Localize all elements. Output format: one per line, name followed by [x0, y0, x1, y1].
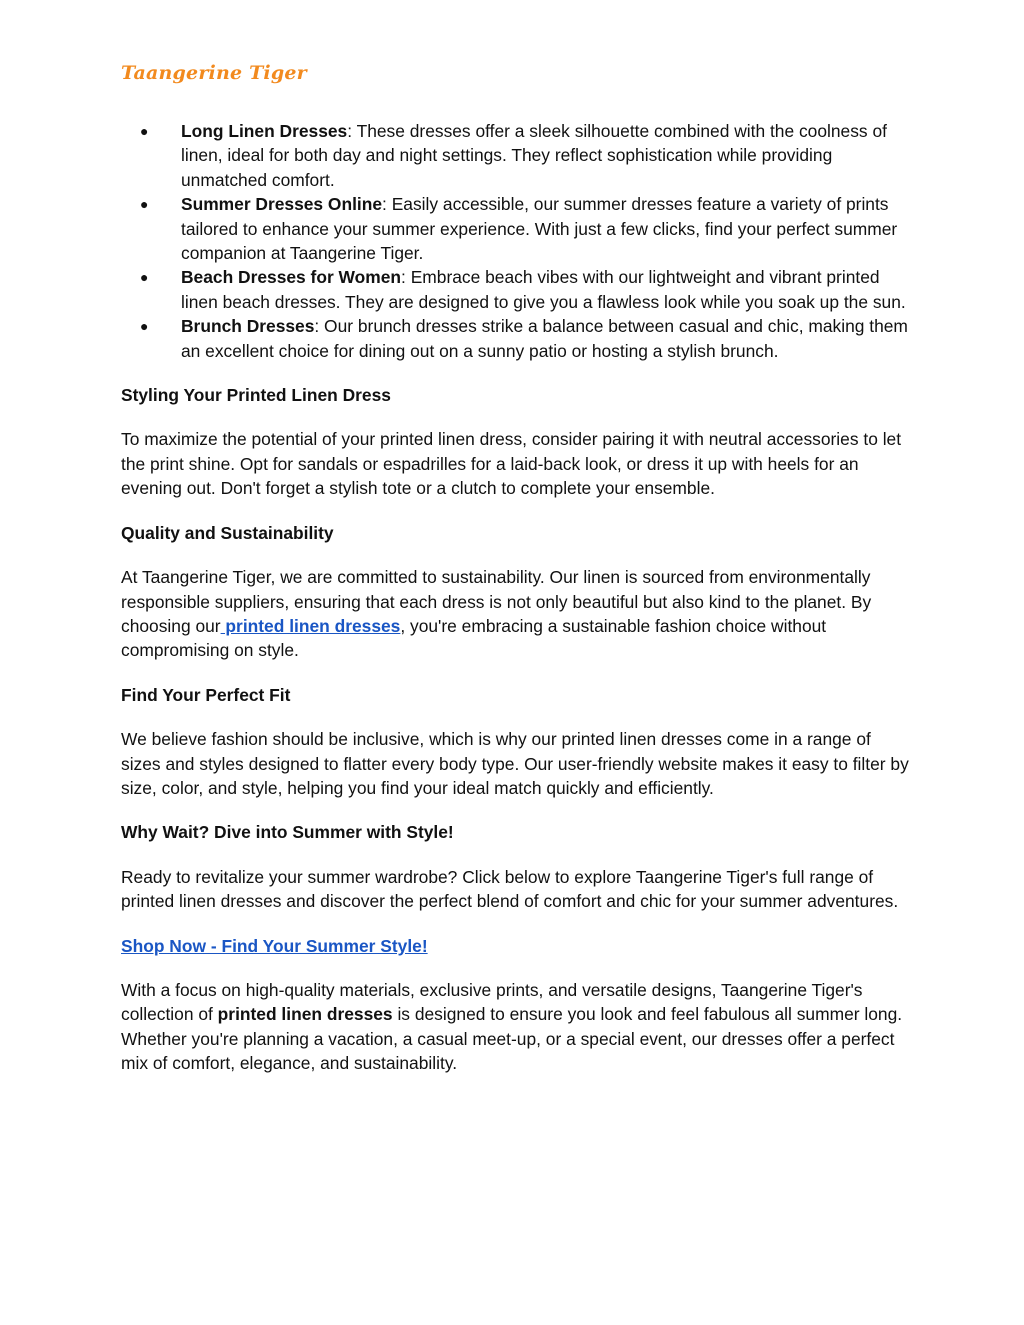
- list-item: [121, 314, 911, 363]
- fit-paragraph: We believe fashion should be inclusive, which is why our printed linen dresses come in a range of sizes and styles designed to flatter every body type. Our user-friendly website makes it easy to filter by size, color, and style, helping you find your ideal match quickly and efficiently.: [121, 729, 909, 798]
- closing-paragraph: [121, 978, 911, 1076]
- shop-now-link[interactable]: Shop Now - Find Your Summer Style!: [121, 935, 428, 956]
- closing-text-before: With a focus on high-quality materials, exclusive prints, and versatile designs, Taangerine Tiger's collection of: [121, 979, 863, 1025]
- list-item-text: : These dresses offer a sleek silhouette combined with the coolness of linen, ideal for both day and night settings. They reflect sophistication while providing unmatched comfort.: [181, 121, 887, 190]
- list-item-text: : Easily accessible, our summer dresses feature a variety of prints tailored to enhance your summer experience. With just a few clicks, find your perfect summer companion at Taangerine Tiger.: [181, 194, 898, 264]
- dress-types-list: [121, 119, 911, 363]
- list-item: [121, 119, 911, 192]
- why-wait-paragraph: Ready to revitalize your summer wardrobe? Click below to explore Taangerine Tiger's full range of printed linen dresses and discover the perfect blend of comfort and chic for your summer adventures.: [121, 866, 899, 912]
- bullet-icon: ●: [140, 269, 149, 286]
- list-item: [121, 192, 911, 265]
- printed-linen-dresses-link[interactable]: printed linen dresses: [220, 615, 401, 636]
- fit-heading: Find Your Perfect Fit: [121, 684, 291, 705]
- list-item-text: : Our brunch dresses strike a balance between casual and chic, making them an excellent choice for dining out on a sunny patio or hosting a stylish brunch.: [181, 316, 908, 361]
- quality-heading: Quality and Sustainability: [121, 522, 334, 543]
- list-item-term: Long Linen Dresses: [181, 121, 348, 141]
- list-item-term: Brunch Dresses: [181, 316, 315, 337]
- quality-text-after: , you're embracing a sustainable fashion choice without compromising on style.: [121, 615, 827, 661]
- styling-paragraph: To maximize the potential of your printed linen dress, consider pairing it with neutral accessories to let the print shine. Opt for sandals or espadrilles for a laid-back look, or dress it up with heels for an evening out. Don't forget a stylish tote or a clutch to complete your ensemble.: [121, 429, 902, 499]
- cta-paragraph: [121, 934, 911, 958]
- closing-bold-text: printed linen dresses: [217, 1004, 393, 1025]
- bullet-icon: ●: [140, 123, 149, 139]
- why-wait-heading: Why Wait? Dive into Summer with Style!: [121, 822, 454, 843]
- closing-text-after: is designed to ensure you look and feel fabulous all summer long. Whether you're planning a vacation, a casual meet-up, or a special event, our dresses offer a perfect mix of comfort, elegance, and sustainability.: [121, 1004, 903, 1074]
- bullet-icon: ●: [140, 318, 149, 335]
- list-item-term: Beach Dresses for Women: [181, 267, 402, 288]
- list-item-term: Summer Dresses Online: [181, 194, 383, 215]
- brand-logo: Taangerine Tiger: [121, 62, 307, 84]
- quality-paragraph: [121, 565, 911, 663]
- quality-text-before: At Taangerine Tiger, we are committed to sustainability. Our linen is sourced from environmentally responsible suppliers, ensuring that each dress is not only beautiful but also kind to the planet. By choosing our: [121, 567, 872, 636]
- styling-heading: Styling Your Printed Linen Dress: [121, 385, 391, 406]
- document-content: [121, 119, 911, 1076]
- list-item: [121, 265, 911, 314]
- list-item-text: : Embrace beach vibes with our lightweight and vibrant printed linen beach dresses. They are designed to give you a flawless look while you soak up the sun.: [181, 267, 906, 312]
- bullet-icon: ●: [140, 196, 149, 213]
